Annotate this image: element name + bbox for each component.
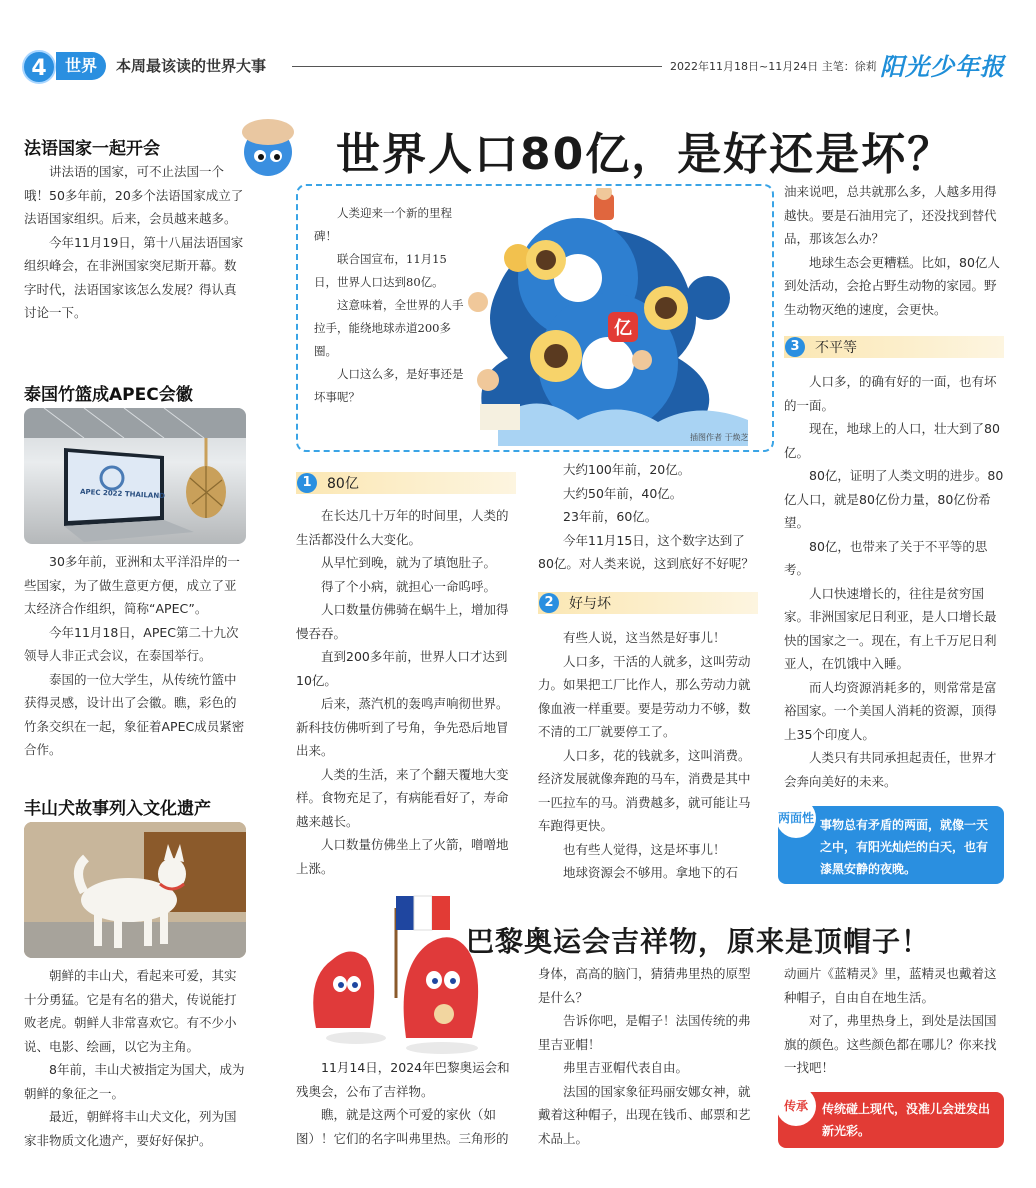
- paragraph: 地球资源会不够用。拿地下的石: [563, 865, 739, 880]
- paragraph: 人类的生活，来了个翻天覆地大变样。食物充足了，有病能看好了，寿命越来越长。: [296, 766, 509, 829]
- paragraph: 最近，朝鲜将丰山犬文化，列为国家非物质文化遗产，要好好保护。: [24, 1109, 237, 1148]
- paragraph: 弗里吉亚帽代表自由。: [563, 1060, 689, 1075]
- paragraph: 在长达几十万年的时间里，人类的生活都没什么大变化。: [296, 508, 509, 547]
- paragraph: 油来说吧，总共就那么多，人越多用得越快。要是石油用完了，还没找到替代品，那该怎么办？: [784, 184, 997, 246]
- two-sides-badge: 两面性: [776, 798, 816, 838]
- newspaper-logo: 阳光少年报: [880, 53, 1005, 81]
- section-body-good-bad: [538, 626, 760, 885]
- section-name: 世界: [56, 52, 106, 80]
- two-sides-callout: [778, 806, 1004, 884]
- paragraph: 大约100年前，20亿。: [563, 462, 691, 477]
- paragraph: 人类只有共同承担起责任，世界才会奔向美好的未来。: [784, 750, 997, 789]
- section-body-inequality: [784, 370, 1006, 793]
- paragraph: 今年11月15日，这个数字达到了80亿。对人类来说，这到底好不好呢？: [538, 532, 754, 571]
- callout-text: 事物总有矛盾的两面，就像一天之中，有阳光灿烂的白天，也有漆黑安静的夜晚。: [820, 818, 989, 876]
- news-title-francophonie: 法语国家一起开会: [24, 139, 160, 159]
- section-number: 1: [297, 473, 317, 493]
- callout-text: 传统碰上现代，没准儿会迸发出新光彩。: [822, 1102, 991, 1138]
- paragraph: 8年前，丰山犬被指定为国犬，成为朝鲜的象征之一。: [24, 1062, 245, 1101]
- paragraph: 30多年前，亚洲和太平洋沿岸的一些国家，为了做生意更方便，成立了亚太经济合作组织，简称“APEC”。: [24, 554, 240, 616]
- section-label: 不平等: [815, 340, 857, 356]
- section-head-good-bad: [538, 592, 758, 614]
- paragraph: 瞧，就是这两个可爱的家伙（如图）！它们的名字叫弗里热。三角形的: [296, 1107, 509, 1146]
- section-head-80-billion: [296, 472, 516, 494]
- section-head-inequality: [784, 336, 1004, 358]
- paragraph: 现在，地球上的人口，壮大到了80亿。: [784, 421, 1000, 460]
- paragraph: 人口数量仿佛坐上了火箭，噌噌地上涨。: [296, 837, 509, 876]
- apec-laptop-illustration: [24, 408, 246, 544]
- illustration-credit: 插图作者 于焕芝: [690, 433, 749, 442]
- heritage-callout: [778, 1092, 1004, 1148]
- heritage-badge: 传承: [776, 1086, 816, 1126]
- section-tagline: 本周最该读的世界大事: [116, 57, 267, 75]
- section-number: 2: [539, 593, 559, 613]
- paragraph: 联合国宣布，11月15日，世界人口达到80亿。: [314, 252, 447, 289]
- intro-text: [314, 202, 464, 409]
- paragraph: 从早忙到晚，就为了填饱肚子。: [321, 555, 497, 570]
- olympics-body-col2: [538, 962, 760, 1150]
- paragraph: 23年前，60亿。: [563, 509, 658, 524]
- paragraph: 人口多，花的钱就多，这叫消费。经济发展就像奔跑的马车，消费是其中一匹拉车的马。消费越多，就可能让马车跑得更快。: [538, 747, 751, 833]
- paragraph: 朝鲜的丰山犬，看起来可爱，其实十分勇猛。它是有名的猎犬，传说能打败老虎。朝鲜人非常喜欢它。有不少小说、电影、绘画，以它为主角。: [24, 968, 237, 1054]
- olympics-headline: 巴黎奥运会吉祥物，原来是顶帽子！: [466, 925, 931, 958]
- paragraph: 对了，弗里热身上，到处是法国国旗的颜色。这些颜色都在哪儿？你来找一找吧！: [784, 1013, 997, 1075]
- cartoon-globe-mascot: [232, 110, 302, 180]
- section-label: 80亿: [327, 476, 359, 492]
- news-body-apec: [24, 550, 246, 762]
- olympics-body-col1: [296, 1056, 520, 1150]
- section-body-80-billion: [296, 504, 520, 880]
- section-label: 好与坏: [569, 596, 611, 612]
- apec-logo-text: APEC 2022 THAILAND: [79, 487, 166, 501]
- paragraph: 大约50年前，40亿。: [563, 485, 683, 501]
- olympics-body-col3: [784, 962, 1006, 1080]
- news-body-francophonie: [24, 160, 246, 325]
- paragraph: 法国的国家象征玛丽安娜女神，就戴着这种帽子，出现在钱币、邮票和艺术品上。: [538, 1083, 751, 1146]
- illustration-yi-char: 亿: [614, 318, 632, 339]
- header-rule: [292, 66, 662, 67]
- paragraph: 有些人说，这当然是好事儿！: [563, 630, 726, 645]
- paragraph: 今年11月18日，APEC第二十九次领导人非正式会议，在泰国举行。: [24, 624, 239, 663]
- paragraph: 讲法语的国家，可不止法国一个哦！50多年前，20多个法语国家成立了法语国家组织。后来，会员越来越多。: [24, 164, 244, 226]
- paragraph: 告诉你吧，是帽子！法国传统的弗里吉亚帽！: [538, 1013, 751, 1052]
- section-number: 3: [785, 337, 805, 357]
- paragraph: 这意味着，全世界的人手拉手，能绕地球赤道200多圈。: [314, 298, 464, 358]
- paragraph: 人口多，干活的人就多，这叫劳动力。如果把工厂比作人，那么劳动力就像血液一样重要。要是劳动力不够，数不清的工厂就要停工了。: [538, 653, 751, 739]
- paragraph: 人口数量仿佛骑在蜗牛上，增加得慢吞吞。: [296, 602, 509, 641]
- white-dog-illustration: [24, 822, 246, 958]
- paragraph: 直到200多年前，世界人口才达到10亿。: [296, 649, 508, 688]
- paragraph: 11月14日，2024年巴黎奥运会和残奥会，公布了吉祥物。: [296, 1060, 510, 1099]
- paragraph: 人口多，的确有好的一面，也有坏的一面。: [784, 374, 997, 413]
- issue-date-editor: 2022年11月18日~11月24日 主笔：徐莉: [670, 60, 877, 73]
- column-2-top-body: [538, 458, 760, 576]
- news-title-apec: 泰国竹篮成APEC会徽: [24, 385, 193, 405]
- paragraph: 今年11月19日，第十八届法语国家组织峰会，在非洲国家突尼斯开幕。数字时代，法语国家该怎么发展？得认真讨论一下。: [24, 234, 244, 320]
- paragraph: 80亿，证明了人类文明的进步。80亿人口，就是80亿份力量，80亿份希望。: [784, 468, 1004, 530]
- news-body-pungsan-dog: [24, 964, 246, 1152]
- apec-photo: [24, 408, 246, 544]
- paragraph: 人类迎来一个新的里程碑！: [314, 206, 452, 243]
- section-number-badge: 4: [22, 50, 56, 84]
- paragraph: 而人均资源消耗多的，则常常是富裕国家。一个美国人消耗的资源，顶得上35个印度人。: [784, 679, 997, 742]
- paragraph: 80亿，也带来了关于不平等的思考。: [784, 538, 988, 577]
- column-3-top-body: [784, 180, 1006, 321]
- pungsan-dog-photo: [24, 822, 246, 958]
- paragraph: 人口这么多，是好事还是坏事呢？: [314, 367, 464, 404]
- paragraph: 也有些人觉得，这是坏事儿！: [563, 841, 726, 857]
- paragraph: 动画片《蓝精灵》里，蓝精灵也戴着这种帽子，自由自在地生活。: [784, 966, 997, 1005]
- eighty-billion-illustration: [458, 188, 758, 446]
- main-headline: 世界人口80亿，是好还是坏？: [336, 129, 954, 180]
- paragraph: 后来，蒸汽机的轰鸣声响彻世界。新科技仿佛听到了号角，争先恐后地冒出来。: [296, 696, 509, 758]
- news-title-pungsan-dog: 丰山犬故事列入文化遗产: [24, 799, 211, 819]
- intro-box: [296, 184, 774, 452]
- paragraph: 人口快速增长的，往往是贫穷国家。非洲国家尼日利亚，是人口增长最快的国家之一。现在，有上千万尼日利亚人，在饥饿中入睡。: [784, 585, 997, 671]
- paragraph: 身体，高高的脑门，猜猜弗里热的原型是什么？: [538, 966, 751, 1005]
- olympic-mascots-illustration: [296, 888, 526, 1056]
- paragraph: 地球生态会更糟糕。比如，80亿人到处活动，会抢占野生动物的家园。野生动物灭绝的速度，会更快。: [784, 254, 1000, 317]
- paragraph: 泰国的一位大学生，从传统竹篮中获得灵感，设计出了会徽。瞧，彩色的竹条交织在一起，象征着APEC成员紧密合作。: [24, 671, 245, 757]
- paragraph: 得了个小病，就担心一命呜呼。: [321, 578, 497, 594]
